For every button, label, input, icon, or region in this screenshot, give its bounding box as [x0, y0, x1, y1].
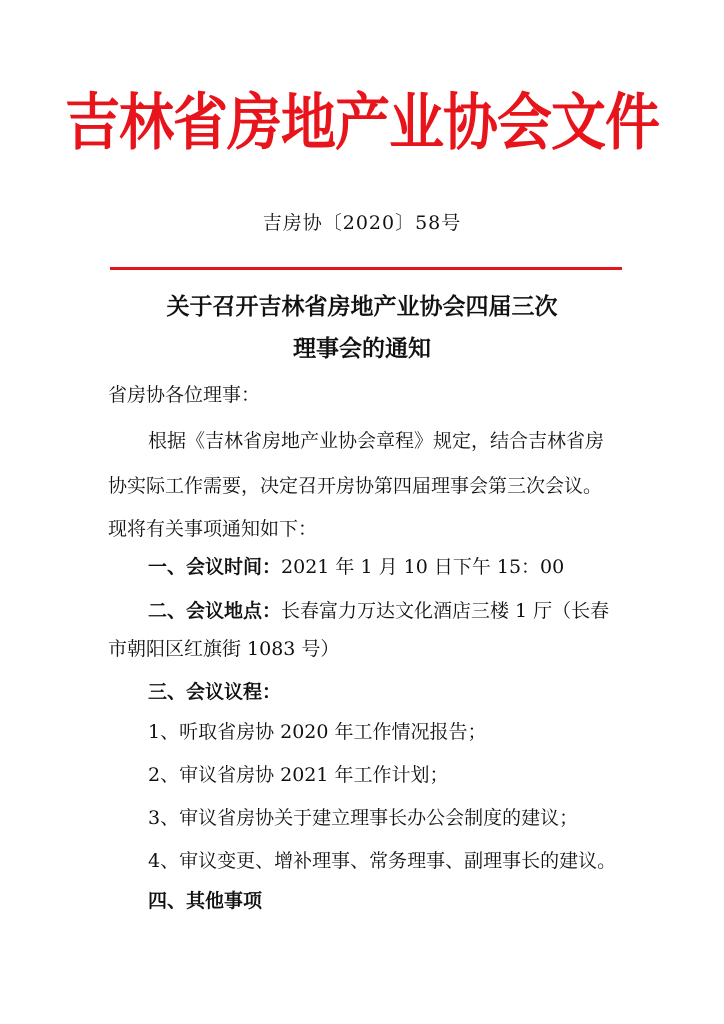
agenda-item-1: 1、听取省房协 2020 年工作情况报告；: [148, 721, 487, 743]
notice-title: [90, 286, 634, 370]
agenda-item-3: 3、审议省房协关于建立理事长办公会制度的建议；: [148, 807, 579, 829]
meeting-place: [148, 596, 609, 626]
notice-title-line-1: 关于召开吉林省房地产业协会四届三次: [166, 293, 558, 320]
meeting-place-value: 长春富力万达文化酒店三楼 1 厅（长春: [281, 600, 610, 622]
meeting-time: [148, 552, 564, 582]
document-number: 吉房协〔2020〕58号: [262, 212, 462, 234]
document-header-title: 吉林省房地产业协会文件: [64, 86, 659, 158]
salutation: 省房协各位理事：: [108, 384, 261, 406]
meeting-time-label: 一、会议时间：: [148, 556, 282, 578]
red-divider-line: [110, 267, 622, 270]
intro-line-2: 协实际工作需要，决定召开房协第四届理事会第三次会议。: [108, 475, 603, 497]
other-matters-label: 四、其他事项: [148, 890, 263, 912]
agenda-label: 三、会议议程：: [148, 681, 282, 703]
notice-title-line-2: 理事会的通知: [293, 335, 431, 362]
meeting-time-value: 2021 年 1 月 10 日下午 15：00: [281, 556, 565, 578]
intro-line-1: 根据《吉林省房地产业协会章程》规定，结合吉林省房: [148, 430, 605, 452]
meeting-place-line-2: 市朝阳区红旗街 1083 号）: [108, 638, 340, 660]
intro-line-3: 现将有关事项通知如下：: [108, 518, 318, 540]
agenda-item-4: 4、审议变更、增补理事、常务理事、副理事长的建议。: [148, 850, 617, 872]
meeting-place-label: 二、会议地点：: [148, 600, 282, 622]
agenda-item-2: 2、审议省房协 2021 年工作计划；: [148, 764, 449, 786]
